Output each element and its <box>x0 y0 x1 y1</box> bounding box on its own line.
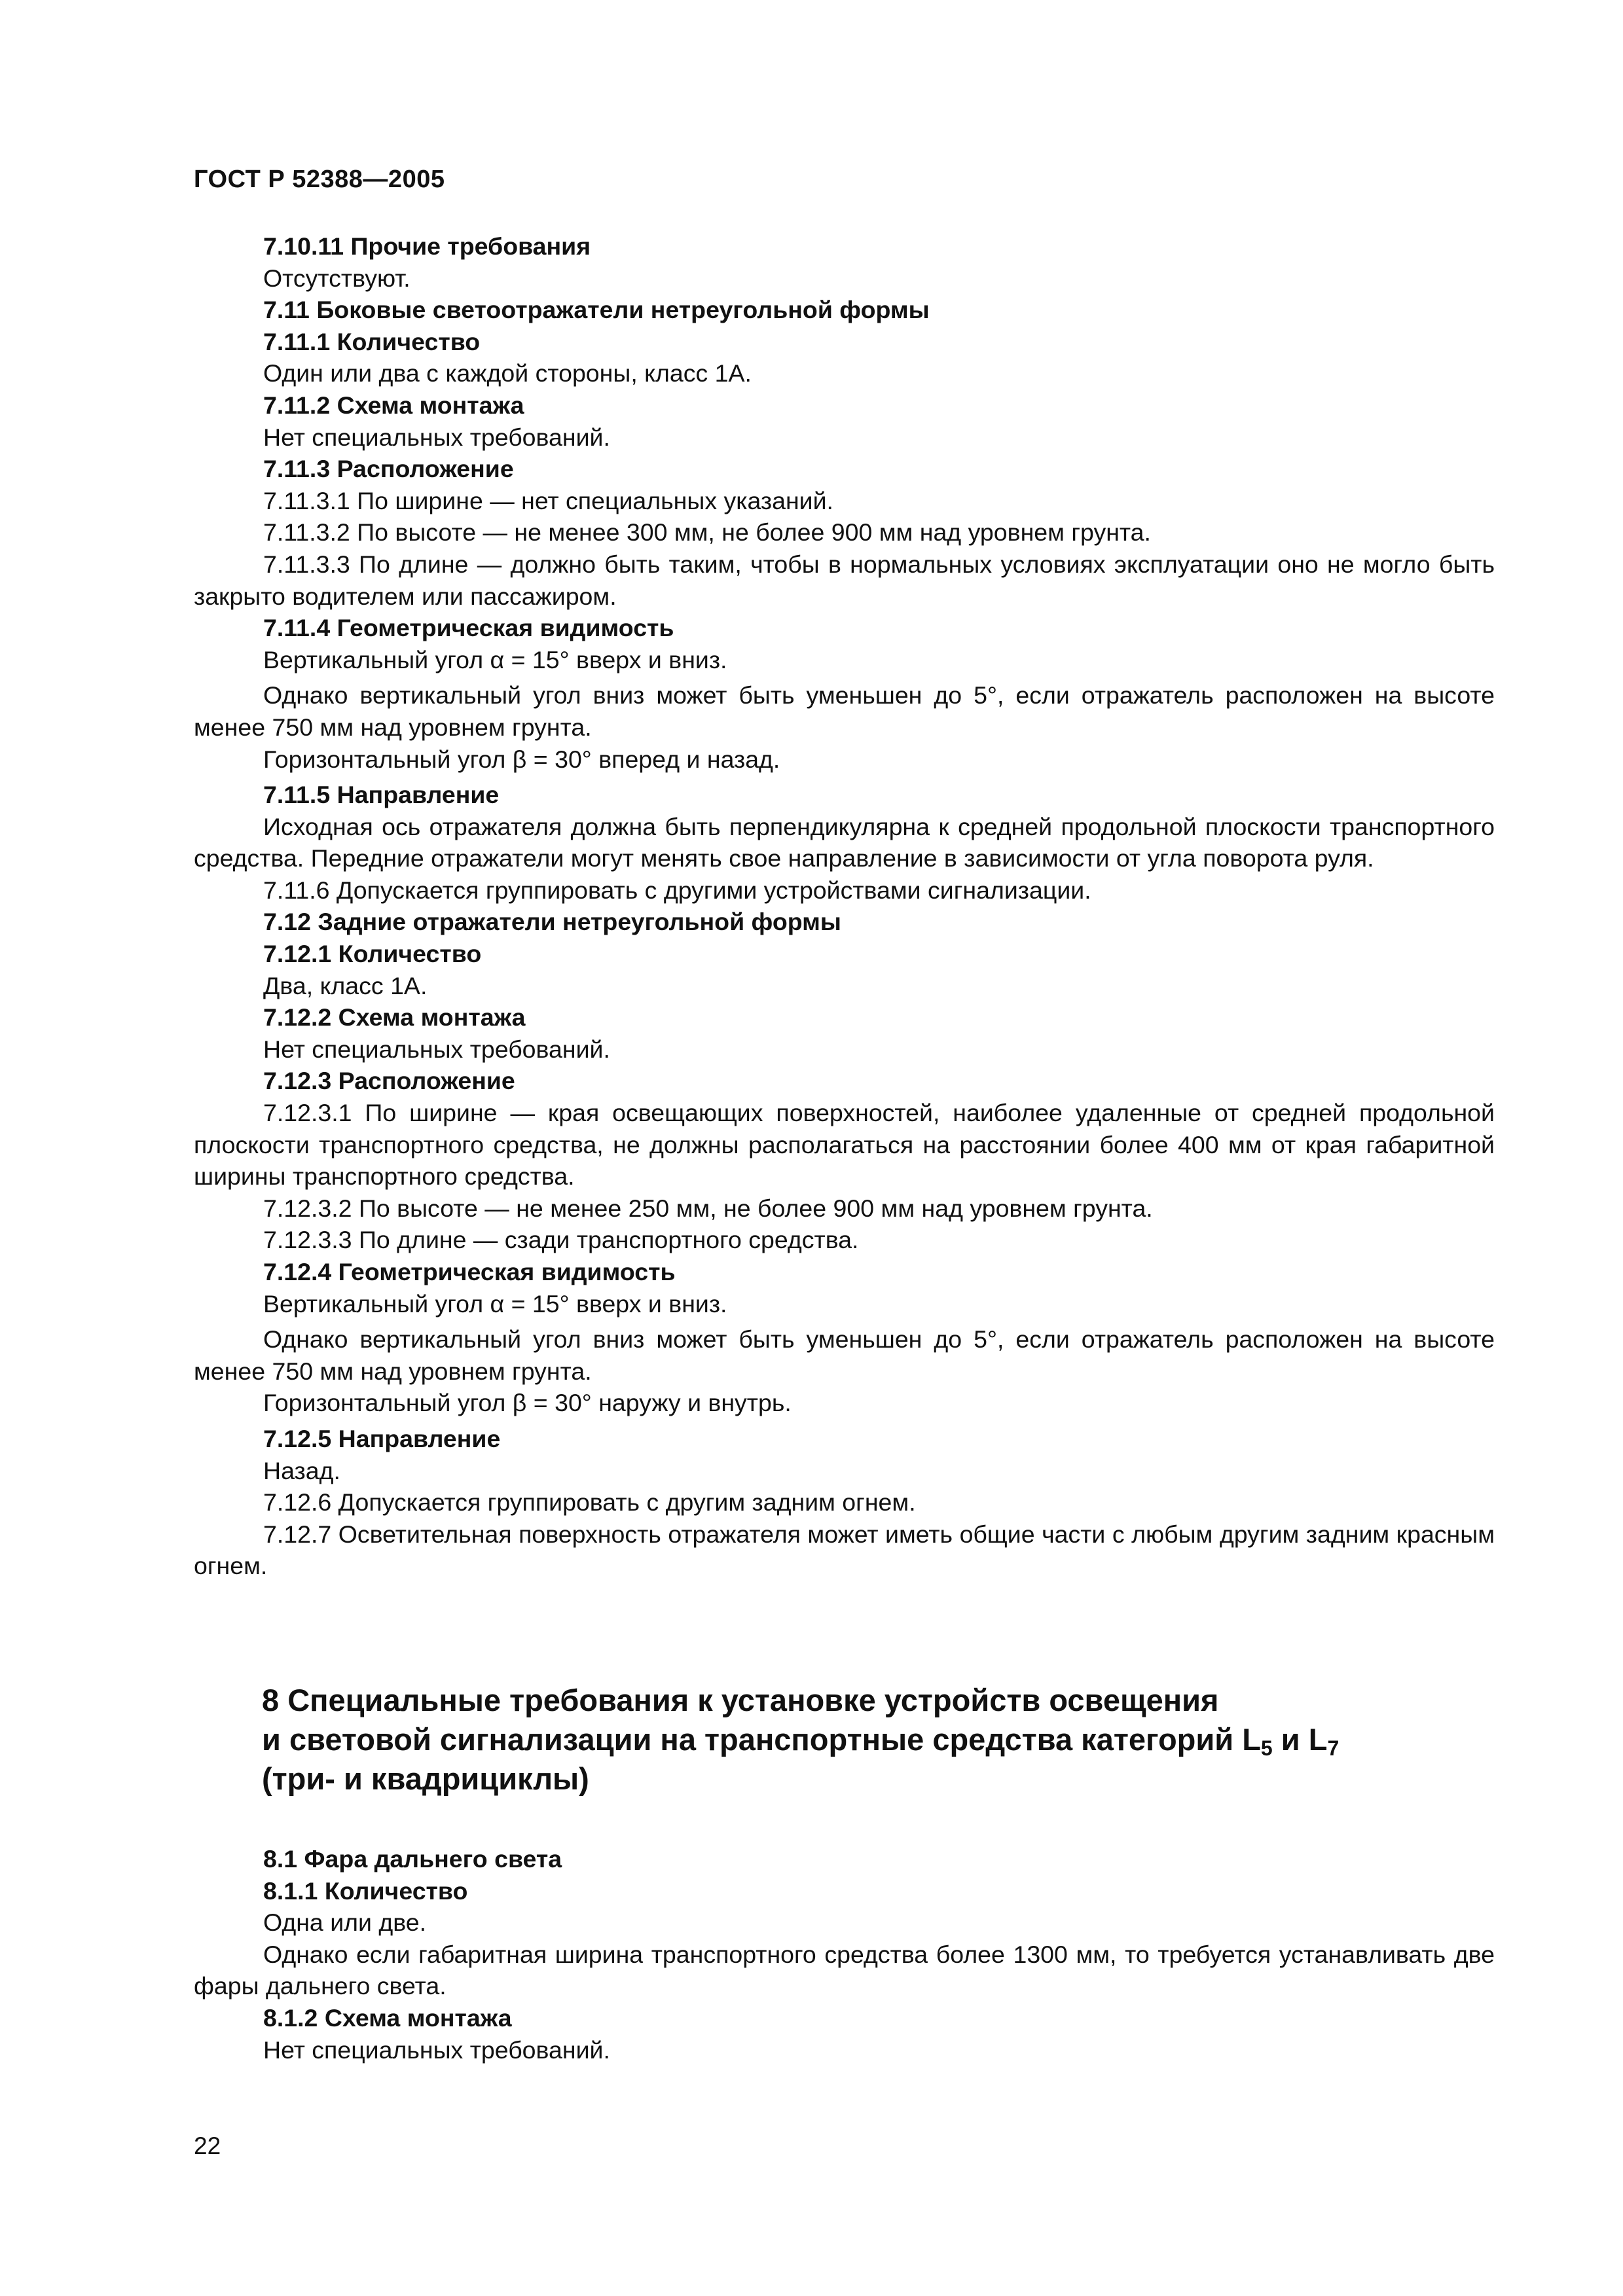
section-8-title-line-1: 8 Специальные требования к установке устройств освещения <box>262 1683 1219 1717</box>
paragraph: Однако вертикальный угол вниз может быть уменьшен до 5°, если отражатель расположен на высоте менее 750 мм над уровнем грунта. <box>194 1325 1495 1385</box>
paragraph: Однако вертикальный угол вниз может быть уменьшен до 5°, если отражатель расположен на высоте менее 750 мм над уровнем грунта. <box>194 681 1495 741</box>
section-heading: 7.11.1 Количество <box>263 327 481 355</box>
paragraph: Горизонтальный угол β = 30° наружу и внутрь. <box>263 1389 792 1417</box>
paragraph: Вертикальный угол α = 15° вверх и вниз. <box>263 645 727 673</box>
body-text-section-8 <box>194 1843 1495 2066</box>
paragraph: Нет специальных требований. <box>263 2036 610 2064</box>
paragraph: 7.11.3.3 По длине — должно быть таким, чтобы в нормальных условиях эксплуатации оно не могло быть закрыто водителем или пассажиром. <box>194 550 1495 610</box>
section-heading: 7.12.1 Количество <box>263 940 482 968</box>
section-heading: 7.11.2 Схема монтажа <box>263 391 524 419</box>
section-heading: 7.11.3 Расположение <box>263 455 514 483</box>
paragraph: 7.12.3.3 По длине — сзади транспортного средства. <box>263 1226 859 1254</box>
paragraph: 7.11.3.1 По ширине — нет специальных указаний. <box>263 486 833 514</box>
paragraph: 7.12.6 Допускается группировать с другим задним огнем. <box>263 1488 916 1516</box>
paragraph: 7.12.3.2 По высоте — не менее 250 мм, не более 900 мм над уровнем грунта. <box>263 1194 1153 1222</box>
paragraph: Назад. <box>263 1456 340 1484</box>
paragraph: 7.12.3.1 По ширине — края освещающих поверхностей, наиболее удаленные от средней продольной плоскости транспортного средства, не должны располагаться на расстоянии более 400 мм от края габаритной ширины транспортного средства. <box>194 1099 1495 1191</box>
section-heading: 7.10.11 Прочие требования <box>263 232 591 260</box>
paragraph: 7.12.7 Осветительная поверхность отражателя может иметь общие части с любым другим задним красным огнем. <box>194 1520 1495 1580</box>
category-subscript: 5 <box>1260 1736 1273 1760</box>
paragraph: Нет специальных требований. <box>263 1035 610 1063</box>
body-text-section-7 <box>194 230 1495 1582</box>
paragraph: 7.11.6 Допускается группировать с другими устройствами сигнализации. <box>263 876 1091 904</box>
section-heading: 7.12 Задние отражатели нетреугольной формы <box>263 908 841 936</box>
section-heading: 7.12.3 Расположение <box>263 1067 515 1095</box>
paragraph: Однако если габаритная ширина транспортного средства более 1300 мм, то требуется устанавливать две фары дальнего света. <box>194 1940 1495 2000</box>
section-heading: 7.12.4 Геометрическая видимость <box>263 1258 676 1285</box>
section-heading: 7.11.5 Направление <box>263 781 500 809</box>
section-heading: 7.12.2 Схема монтажа <box>263 1003 526 1031</box>
document-header: ГОСТ Р 52388—2005 <box>194 166 445 193</box>
section-8-title-line-2: и световой сигнализации на транспортные средства категорий $L_5$ и $L_7$ <box>262 1722 1340 1760</box>
section-heading: 7.12.5 Направление <box>263 1424 501 1452</box>
section-heading: 8.1 Фара дальнего света <box>263 1845 562 1873</box>
section-heading: 7.11.4 Геометрическая видимость <box>263 614 674 642</box>
paragraph: Вертикальный угол α = 15° вверх и вниз. <box>263 1289 727 1318</box>
section-8-title-line-3: (три- и квадрициклы) <box>262 1761 589 1796</box>
paragraph: Один или два с каждой стороны, класс 1А. <box>263 359 752 387</box>
section-heading: 8.1.2 Схема монтажа <box>263 2003 512 2032</box>
paragraph: Отсутствуют. <box>263 264 410 292</box>
section-heading: 7.11 Боковые светоотражатели нетреугольной формы <box>263 296 930 324</box>
category-subscript: 7 <box>1327 1736 1340 1760</box>
paragraph: Два, класс 1А. <box>263 971 428 999</box>
paragraph: Исходная ось отражателя должна быть перпендикулярна к средней продольной плоскости транспортного средства. Передние отражатели могут менять свое направление в зависимости от угла поворота руля. <box>194 812 1495 872</box>
section-8-title <box>262 1681 1506 1799</box>
paragraph: Одна или две. <box>263 1909 427 1937</box>
page-number: 22 <box>194 2132 221 2159</box>
section-heading: 8.1.1 Количество <box>263 1876 468 1905</box>
paragraph: 7.11.3.2 По высоте — не менее 300 мм, не более 900 мм над уровнем грунта. <box>263 518 1151 547</box>
paragraph: Горизонтальный угол β = 30° вперед и назад. <box>263 745 780 773</box>
paragraph: Нет специальных требований. <box>263 423 610 451</box>
